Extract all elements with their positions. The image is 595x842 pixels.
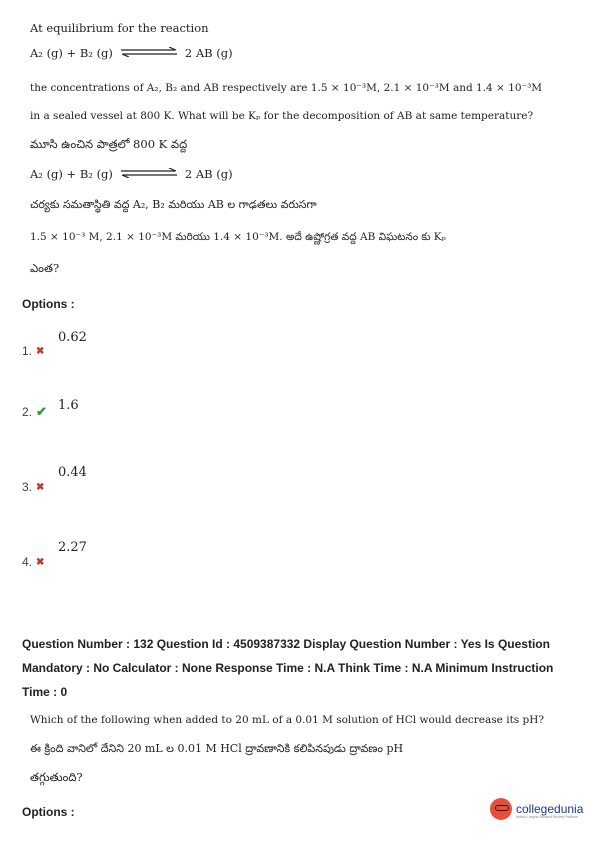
option-4-number: 4. <box>22 555 33 569</box>
telugu-reaction-rhs: 2 AB (g) <box>184 167 233 181</box>
equilibrium-arrow-icon <box>119 167 179 181</box>
reaction-equation <box>30 46 233 60</box>
question2-line-1: Which of the following when added to 20 mL of a 0.01 M solution of HCl would decrease its pH? <box>30 714 545 726</box>
question-line-2: the concentrations of A₂, B₂ and AB respectively are 1.5 × 10⁻³M, 2.1 × 10⁻³M and 1.4 × 10⁻³M <box>30 82 543 94</box>
options-label: Options : <box>22 297 75 311</box>
telugu-line-2: చర్యకు సమతాస్థితి వద్ద A₂, B₂ మరియు AB ల గాఢతలు వరుసగా <box>30 198 317 211</box>
logo-tagline: India's Largest Student Review Platform <box>516 815 579 819</box>
option-4[interactable] <box>22 555 44 569</box>
meta-line-3: Time : 0 <box>22 685 68 699</box>
telugu-line-4: ఎంత? <box>30 261 60 275</box>
option-1[interactable] <box>22 344 44 358</box>
telugu-reaction-lhs: A₂ (g) + B₂ (g) <box>30 167 113 181</box>
mascot-icon <box>490 798 512 820</box>
cross-icon: ✖ <box>36 481 45 493</box>
telugu-reaction-equation <box>30 167 233 181</box>
reaction-rhs: 2 AB (g) <box>184 46 233 60</box>
meta-line-1: Question Number : 132 Question Id : 4509387332 Display Question Number : Yes Is Question <box>22 637 550 651</box>
option-2[interactable] <box>22 404 47 420</box>
option-1-value: 0.62 <box>58 330 87 345</box>
option-2-number: 2. <box>22 405 33 419</box>
options-label-2: Options : <box>22 805 75 819</box>
logo-name: collegedunia <box>516 802 584 816</box>
question2-telugu-line-2: తగ్గుతుంది? <box>30 770 83 784</box>
collegedunia-logo <box>490 798 583 820</box>
question-meta <box>22 632 582 704</box>
option-3-number: 3. <box>22 480 33 494</box>
telugu-line-3: 1.5 × 10⁻³ M, 2.1 × 10⁻³M మరియు 1.4 × 10⁻³M. అదే ఉష్ణోగ్రత వద్ద AB విఘటనం కు Kₚ <box>30 231 446 243</box>
reaction-lhs: A₂ (g) + B₂ (g) <box>30 46 113 60</box>
meta-line-2: Mandatory : No Calculator : None Response Time : N.A Think Time : N.A Minimum Instruction <box>22 661 554 675</box>
option-3-value: 0.44 <box>58 465 87 480</box>
option-2-value: 1.6 <box>58 398 79 413</box>
equilibrium-arrow-icon <box>119 46 179 60</box>
option-4-value: 2.27 <box>58 540 87 555</box>
cross-icon: ✖ <box>36 556 45 568</box>
question-intro: At equilibrium for the reaction <box>30 21 209 35</box>
question-line-3: in a sealed vessel at 800 K. What will be Kₚ for the decomposition of AB at same temperature? <box>30 110 534 122</box>
cross-icon: ✖ <box>36 345 45 357</box>
check-icon: ✔ <box>36 404 47 419</box>
telugu-line-1: మూసి ఉంచిన పాత్రలో 800 K వద్ద <box>30 137 188 151</box>
option-3[interactable] <box>22 480 44 494</box>
question2-telugu-line-1: ఈ క్రింది వానిలో దేనిని 20 mL ల 0.01 M HCl ద్రావణానికి కలిపినపుడు ద్రావణం pH <box>30 742 404 755</box>
option-1-number: 1. <box>22 344 33 358</box>
